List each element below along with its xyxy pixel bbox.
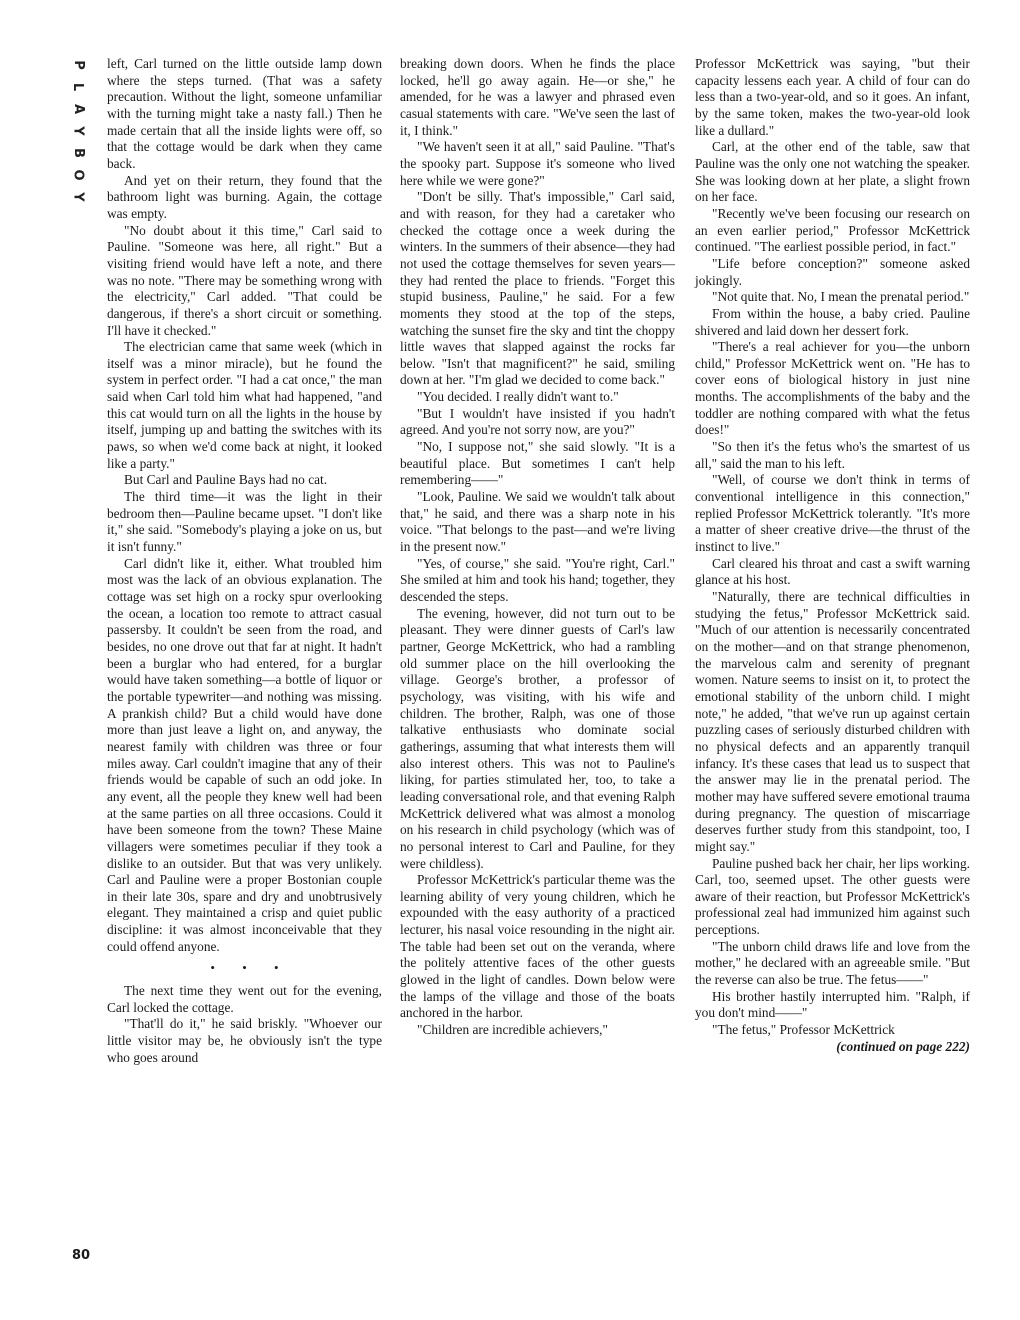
paragraph: Professor McKettrick was saying, "but their capacity lessens each year. A child of four can do less than a two-year-old, and so it goes. An infant, by the same token, makes the two-year-old look like a dullard." (695, 56, 970, 138)
section-break: • • • (210, 960, 291, 976)
paragraph: "Recently we've been focusing our research on an even earlier period," Professor McKettrick continued. "The earliest possible period, in fact." (695, 205, 970, 255)
logo-letter: L (70, 82, 86, 92)
paragraph: "Children are incredible achievers," (417, 1022, 608, 1038)
text-column-3 (695, 56, 970, 1055)
paragraph: Pauline pushed back her chair, her lips working. Carl, too, seemed upset. The other guests were aware of their reaction, but Professor McKettrick's professional zeal had immunized him against such perceptions. (695, 855, 970, 938)
paragraph: The next time they went out for the evening, Carl locked the cottage. (107, 983, 382, 1015)
paragraph: "No doubt about it this time," Carl said to Pauline. "Someone was here, all right." But a visiting friend would have left a note, and there was no note. "There may be something wrong with the electricity," Carl added. "That could be dangerous, if there's a short circuit or something. I'll have it checked." (107, 222, 382, 338)
text-column-2 (400, 56, 675, 1039)
logo-letter: B (70, 148, 86, 158)
logo-letter: Y (70, 126, 86, 136)
paragraph: Carl cleared his throat and cast a swift warning glance at his host. (695, 555, 970, 588)
paragraph: "You decided. I really didn't want to." (417, 389, 619, 405)
paragraph: left, Carl turned on the little outside lamp down where the steps turned. (That was a safety precaution. Without the light, someone unfamiliar with the turning might take a nasty fall.) Then he made certain that all the inside lights were off, so that the cottage would be dark when they came back. (107, 56, 382, 171)
paragraph: But Carl and Pauline Bays had no cat. (124, 472, 328, 488)
paragraph: "Naturally, there are technical difficulties in studying the fetus," Professor McKettrick said. "Much of our attention is necessarily concentrated on the mother—and on that strange phenomenon, the marvelous calm and serenity of pregnant women. Nature seems to insist on it, to protect the emotional stability of the unborn child. I might note," he added, "that we've run up against certain puzzling cases of seriously disturbed children with no physical defects and an apparently tranquil infancy. It's these cases that lead us to suspect that the answer may lie in the prenatal period. The mother may have suffered severe emotional trauma during pregnancy. The question of miscarriage deserves further study from this standpoint, too, I might say." (695, 589, 970, 854)
logo-letter: O (70, 169, 86, 181)
paragraph: "Not quite that. No, I mean the prenatal period." (712, 289, 970, 305)
paragraph: "So then it's the fetus who's the smartest of us all," said the man to his left. (695, 439, 970, 471)
paragraph: His brother hastily interrupted him. "Ralph, if you don't mind——" (695, 988, 970, 1021)
paragraph: Carl, at the other end of the table, saw that Pauline was the only one not watching the speaker. She was looking down at her plate, a slight frown on her face. (695, 139, 970, 205)
paragraph: breaking down doors. When he finds the place locked, he'll go away again. He—or she," he amended, for he was a lawyer and phrased even casual statements with care. "We've seen the last of it, I think." (400, 56, 675, 138)
paragraph: "Well, of course we don't think in terms of conventional intelligence in this connection," replied Professor McKettrick tolerantly. "It's more a matter of sheer creative drive—the thrust of the instinct to live." (695, 472, 970, 555)
paragraph: "Life before conception?" someone asked jokingly. (695, 255, 970, 288)
logo-letter: A (70, 103, 86, 115)
paragraph: "We haven't seen it at all," said Pauline. "That's the spooky part. Suppose it's someone who lived here while we were gone?" (400, 139, 675, 188)
paragraph: "The fetus," Professor McKettrick (712, 1022, 895, 1038)
logo-letter: Y (70, 192, 86, 202)
paragraph: Carl didn't like it, either. What troubled him most was the lack of an obvious explanation. The cottage was set high on a rocky spur overlooking the ocean, a location too remote to attract casual passersby. It couldn't be seen from the road, and besides, no one drove out that far at night. It hadn't been a burglar who had entered, for a burglar would have taken something—a bottle of liquor or the portable typewriter—and nothing was missing. A prankish child? But a child would have done more than just leave a light on, and anyway, the nearest family with children was three or four miles away. Carl couldn't imagine that any of their friends would be capable of such an odd joke. In any event, all the people they knew well had been at the same parties on all three occasions. Could it have been someone from the town? These Maine villagers were sometimes peculiar if they took a dislike to an outsider. But that was very unlikely. Carl and Pauline were a proper Bostonian couple in their late 30s, spare and dry and unobtrusively elegant. They maintained a crisp and quiet public discipline: it was almost inconceivable that they could offend anyone. (107, 555, 382, 954)
paragraph: "There's a real achiever for you—the unborn child," Professor McKettrick went on. "He has to cover eons of biological history in just nine months. The accomplishments of the baby and the toddler are nothing compared with what the fetus does!" (695, 339, 970, 438)
paragraph: "Yes, of course," she said. "You're right, Carl." She smiled at him and took his hand; together, they descended the steps. (400, 555, 675, 604)
paragraph: "No, I suppose not," she said slowly. "It is a beautiful place. But sometimes I can't help remembering——" (400, 439, 675, 488)
magazine-logo-vertical (70, 58, 86, 204)
page-number: 80 (72, 1248, 91, 1263)
paragraph: The electrician came that same week (which in itself was a minor miracle), but he found the system in perfect order. "I had a cat once," the man said when Carl told him what had happened, "and this cat would turn on all the lights in the house by itself, jumping up and batting the switches with its paws, so when we'd come back at night, it looked like a party." (107, 339, 382, 471)
paragraph: And yet on their return, they found that the bathroom light was burning. Again, the cottage was empty. (107, 172, 382, 221)
paragraph: "Look, Pauline. We said we wouldn't talk about that," he said, and there was a sharp note in his voice. "That belongs to the past—and we're living in the present now." (400, 489, 675, 555)
paragraph: The third time—it was the light in their bedroom then—Pauline became upset. "I don't like it," she said. "Somebody's playing a joke on us, but it isn't funny." (107, 489, 382, 555)
paragraph: The evening, however, did not turn out to be pleasant. They were dinner guests of Carl's law partner, George McKettrick, who had a rambling old summer place on the hill overlooking the village. George's brother, a professor of psychology, was visiting, with his wife and children. The brother, Ralph, was one of those talkative enthusiasts who dominate social gatherings, assuming that what interests them will also interest others. This was not to Pauline's liking, for parties stimulated her, too, to take a leading conversational role, and that evening Ralph McKettrick delivered what was almost a monolog on his research in child psychology (which was of no personal interest to Carl and Pauline, for they were childless). (400, 605, 675, 871)
paragraph: "Don't be silly. That's impossible," Carl said, and with reason, for they had a caretaker who checked the cottage once a week during the winters. In the summers of their absence—they had not used the cottage themselves for seven years—they had rented the place to friends. "Forget this stupid business, Pauline," he said. For a few moments they stood at the top of the steps, watching the sunset fire the sky and tint the choppy little waves that slapped against the rocks far below. "Isn't that magnificent?" he said, smiling down at her. "I'm glad we decided to come back." (400, 189, 675, 388)
paragraph: "The unborn child draws life and love from the mother," he declared with an agreeable smile. "But the reverse can also be true. The fetus——" (695, 938, 970, 988)
paragraph: Professor McKettrick's particular theme was the learning ability of very young children, which he expounded with the easy authority of a practiced lecturer, his nasal voice resounding in the night air. The table had been set out on the veranda, where the politely attentive faces of the other guests glowed in the light of candles. Down below were the lamps of the village and those of the boats anchored in the harbor. (400, 872, 675, 1021)
paragraph: "But I wouldn't have insisted if you hadn't agreed. And you're not sorry now, are you?" (400, 405, 675, 438)
paragraph: From within the house, a baby cried. Pauline shivered and laid down her dessert fork. (695, 305, 970, 338)
paragraph: "That'll do it," he said briskly. "Whoever our little visitor may be, he obviously isn't the type who goes around (107, 1016, 382, 1065)
logo-letter: P (70, 60, 86, 70)
continued-note: (continued on page 222) (836, 1038, 970, 1054)
text-column-1 (107, 56, 382, 1066)
